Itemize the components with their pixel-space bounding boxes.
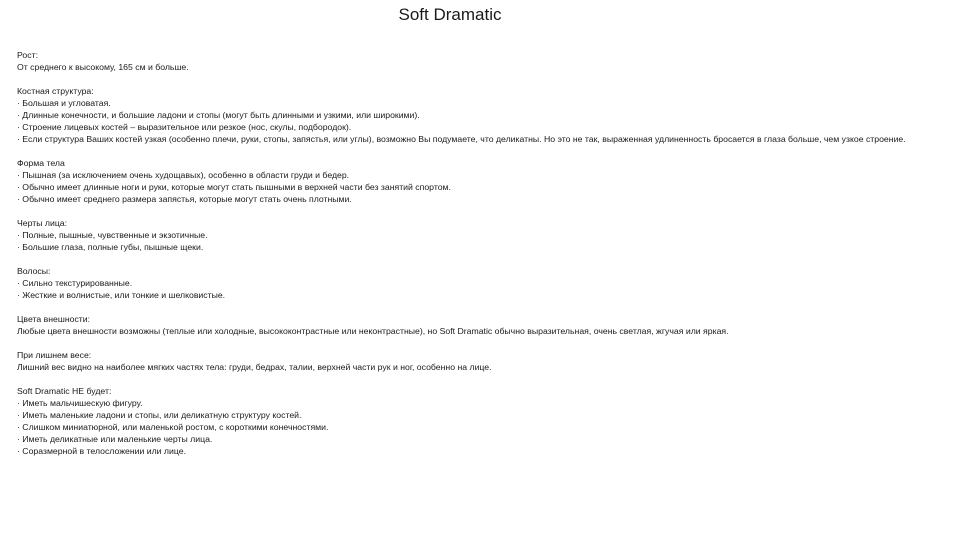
list-item: · Большие глаза, полные губы, пышные щеки. [17,242,204,252]
list-item: · Соразмерной в телосложении или лице. [17,446,186,456]
text-section [17,157,947,205]
section-heading: Черты лица: [17,218,68,228]
list-item: · Большая и угловатая. [17,98,111,108]
text-section [17,385,947,457]
list-item: · Если структура Ваших костей узкая (особенно плечи, руки, стопы, запястья, или углы), возможно Вы подумаете, что деликатны. Но это не так, выраженная удлиненность бросается в глаза больше, чем узкое строение. [17,134,906,144]
section-heading: Волосы: [17,266,51,276]
list-item: · Иметь деликатные или маленькие черты лица. [17,434,213,444]
list-item: · Строение лицевых костей – выразительное или резкое (нос, скулы, подбородок). [17,122,352,132]
text-section [17,217,947,253]
list-item: · Полные, пышные, чувственные и экзотичные. [17,230,208,240]
text-section [17,49,947,73]
section-text: От среднего к высокому, 165 см и больше. [17,62,189,72]
section-text: Любые цвета внешности возможны (теплые или холодные, высококонтрастные или неконтрастные), но Soft Dramatic обычно выразительная, очень светлая, жгучая или яркая. [17,326,729,336]
list-item: · Сильно текстурированные. [17,278,133,288]
section-heading: Рост: [17,50,38,60]
list-item: · Иметь мальчишескую фигуру. [17,398,143,408]
list-item: · Жесткие и волнистые, или тонкие и шелковистые. [17,290,226,300]
text-section [17,265,947,301]
list-item: · Обычно имеет длинные ноги и руки, которые могут стать пышными в верхней части без занятий спортом. [17,182,451,192]
list-item: · Длинные конечности, и большие ладони и стопы (могут быть длинными и узкими, или широкими). [17,110,420,120]
section-heading: При лишнем весе: [17,350,92,360]
list-item: · Пышная (за исключением очень худощавых), особенно в области груди и бедер. [17,170,350,180]
text-section [17,85,947,145]
document-body [17,49,947,469]
text-section [17,349,947,373]
list-item: · Иметь маленькие ладони и стопы, или деликатную структуру костей. [17,410,302,420]
section-heading: Форма тела [17,158,65,168]
section-heading: Цвета внешности: [17,314,91,324]
list-item: · Слишком миниатюрной, или маленькой ростом, с короткими конечностями. [17,422,329,432]
section-text: Лишний вес видно на наиболее мягких частях тела: груди, бедрах, талии, верхней части рук и ног, особенно на лице. [17,362,492,372]
list-item: · Обычно имеет среднего размера запястья, которые могут стать очень плотными. [17,194,352,204]
text-section [17,313,947,337]
page-title: Soft Dramatic [398,5,502,24]
section-heading: Soft Dramatic НЕ будет: [17,386,112,396]
section-heading: Костная структура: [17,86,94,96]
